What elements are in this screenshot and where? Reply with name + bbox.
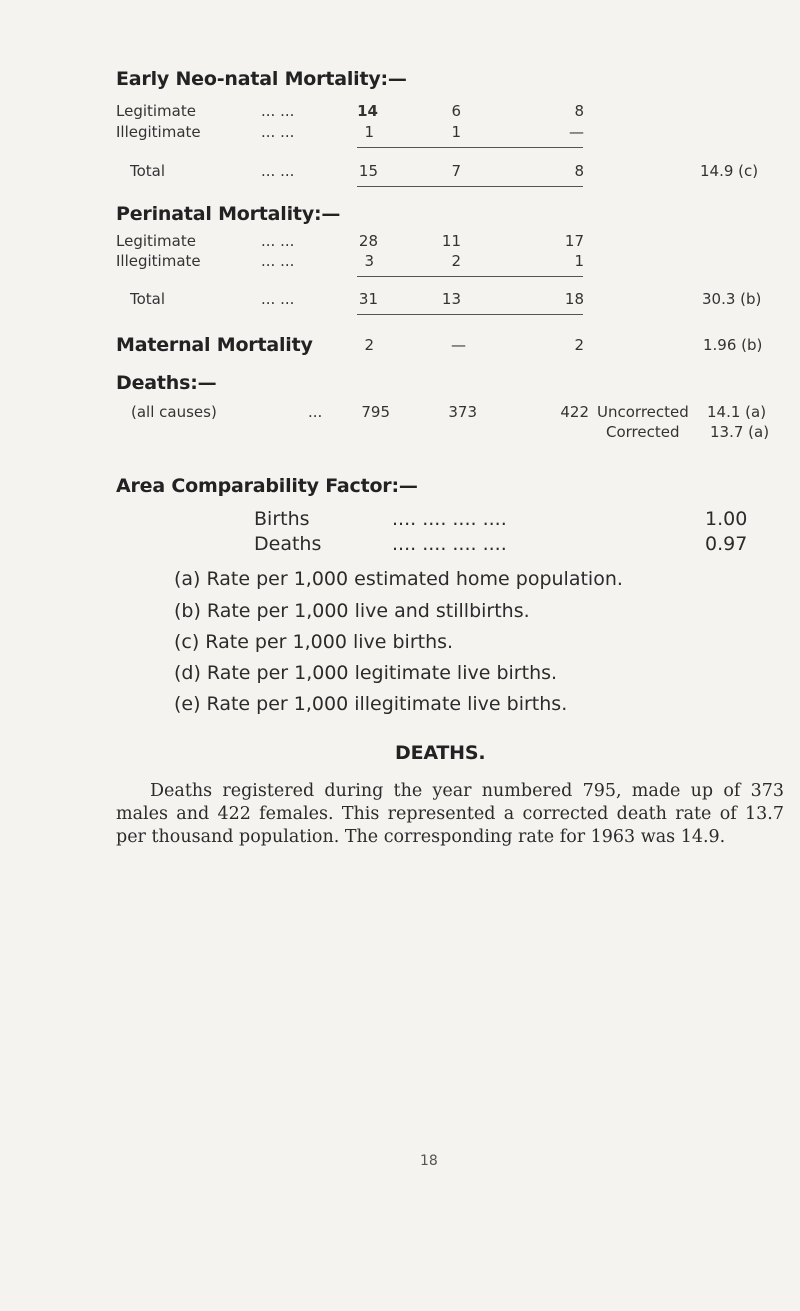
maternal-c3: 2 bbox=[574, 336, 584, 354]
perinatal-total-label: Total bbox=[130, 290, 166, 308]
early-total-label: Total bbox=[130, 162, 166, 180]
deaths-uncorrected-label: Uncorrected bbox=[597, 403, 689, 421]
early-total-rule bbox=[357, 186, 583, 187]
footnote-a: (a) Rate per 1,000 estimated home population. bbox=[174, 568, 623, 590]
deaths-heading: Deaths:— bbox=[116, 372, 217, 394]
maternal-heading: Maternal Mortality bbox=[116, 334, 313, 356]
perinatal-legitimate-label: Legitimate bbox=[116, 232, 196, 250]
perinatal-illegitimate-c1: 3 bbox=[364, 252, 374, 270]
deaths-section-title: DEATHS. bbox=[395, 742, 486, 764]
deaths-corrected-label: Corrected bbox=[606, 423, 680, 441]
early-illegitimate-dots: ... ... bbox=[261, 123, 295, 141]
maternal-rate: 1.96 (b) bbox=[703, 336, 763, 354]
acf-births-label: Births bbox=[254, 508, 310, 530]
perinatal-heading: Perinatal Mortality:— bbox=[116, 203, 341, 225]
deaths-uncorrected-rate: 14.1 (a) bbox=[707, 403, 767, 421]
early-neonatal-heading: Early Neo-natal Mortality:— bbox=[116, 68, 407, 90]
footnote-c: (c) Rate per 1,000 live births. bbox=[174, 631, 454, 653]
acf-heading: Area Comparability Factor:— bbox=[116, 475, 418, 497]
early-illegitimate-c3: — bbox=[569, 123, 584, 141]
perinatal-legitimate-c1: 28 bbox=[358, 232, 378, 250]
perinatal-total-c2: 13 bbox=[441, 290, 461, 308]
perinatal-legitimate-c3: 17 bbox=[564, 232, 584, 250]
early-legitimate-label: Legitimate bbox=[116, 102, 196, 120]
perinatal-total-c3: 18 bbox=[564, 290, 584, 308]
early-legitimate-dots: ... ... bbox=[261, 102, 295, 120]
acf-deaths-dots: .... .... .... .... bbox=[392, 533, 507, 555]
early-illegitimate-c1: 1 bbox=[364, 123, 374, 141]
deaths-total-c1: 795 bbox=[361, 403, 390, 421]
perinatal-total-rate: 30.3 (b) bbox=[702, 290, 762, 308]
early-legitimate-c1: 14 bbox=[357, 102, 378, 120]
perinatal-legitimate-c2: 11 bbox=[441, 232, 461, 250]
early-subtotal-rule bbox=[357, 147, 583, 148]
footnote-d: (d) Rate per 1,000 legitimate live births. bbox=[174, 662, 558, 684]
early-total-c3: 8 bbox=[574, 162, 584, 180]
early-illegitimate-c2: 1 bbox=[451, 123, 461, 141]
acf-deaths-label: Deaths bbox=[254, 533, 322, 555]
perinatal-illegitimate-c3: 1 bbox=[574, 252, 584, 270]
acf-deaths-value: 0.97 bbox=[705, 533, 748, 555]
early-total-c2: 7 bbox=[451, 162, 461, 180]
acf-births-value: 1.00 bbox=[705, 508, 748, 530]
footnote-e: (e) Rate per 1,000 illegitimate live births. bbox=[174, 693, 568, 715]
deaths-females-c3: 422 bbox=[560, 403, 589, 421]
perinatal-illegitimate-dots: ... ... bbox=[261, 252, 295, 270]
perinatal-total-rule bbox=[357, 314, 583, 315]
perinatal-total-c1: 31 bbox=[358, 290, 378, 308]
deaths-males-c2: 373 bbox=[448, 403, 477, 421]
perinatal-subtotal-rule bbox=[357, 276, 583, 277]
early-total-rate: 14.9 (c) bbox=[700, 162, 759, 180]
maternal-c2: — bbox=[451, 336, 466, 354]
perinatal-total-dots: ... ... bbox=[261, 290, 295, 308]
deaths-corrected-rate: 13.7 (a) bbox=[710, 423, 770, 441]
acf-births-dots: .... .... .... .... bbox=[392, 508, 507, 530]
deaths-paragraph: Deaths registered during the year numbered 795, made up of 373 males and 422 females. This represented a corrected death rate of 13.7 per thousand population. The corresponding rate for 1963 was 14.9. bbox=[116, 781, 784, 847]
deaths-all-causes-label: (all causes) bbox=[131, 403, 217, 421]
early-total-c1: 15 bbox=[358, 162, 378, 180]
early-total-dots: ... ... bbox=[261, 162, 295, 180]
deaths-dots: ... bbox=[308, 403, 323, 421]
early-legitimate-c3: 8 bbox=[574, 102, 584, 120]
maternal-c1: 2 bbox=[364, 336, 374, 354]
page-number: 18 bbox=[420, 1153, 438, 1169]
early-legitimate-c2: 6 bbox=[451, 102, 461, 120]
perinatal-illegitimate-label: Illegitimate bbox=[116, 252, 201, 270]
early-illegitimate-label: Illegitimate bbox=[116, 123, 201, 141]
footnote-b: (b) Rate per 1,000 live and stillbirths. bbox=[174, 600, 530, 622]
perinatal-legitimate-dots: ... ... bbox=[261, 232, 295, 250]
perinatal-illegitimate-c2: 2 bbox=[451, 252, 461, 270]
